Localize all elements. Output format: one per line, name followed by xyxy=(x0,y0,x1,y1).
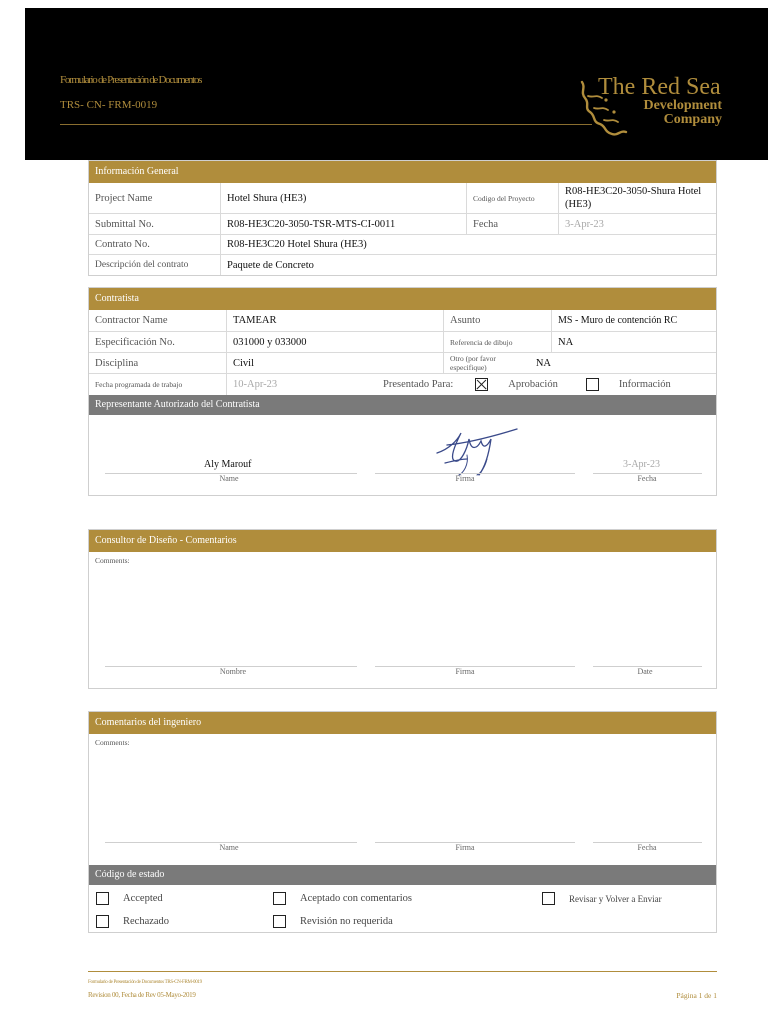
project-name-row xyxy=(89,183,716,213)
accepted-comments-checkbox[interactable] xyxy=(273,892,286,905)
consultant-name-caption: Nombre xyxy=(219,667,247,676)
description-row xyxy=(89,254,716,275)
header-divider xyxy=(60,124,592,125)
spec-row xyxy=(89,331,716,352)
fecha-label: Fecha xyxy=(466,214,558,234)
status-accepted-with-comments[interactable] xyxy=(273,892,412,905)
accepted-label: Accepted xyxy=(123,893,163,904)
rep-name: Aly Marouf xyxy=(204,459,252,470)
asunto-label: Asunto xyxy=(443,310,551,331)
engineer-name-caption: Name xyxy=(219,843,239,852)
discipline-label: Disciplina xyxy=(95,357,139,369)
no-review-label: Revisión no requerida xyxy=(300,916,393,927)
approval-checkbox[interactable] xyxy=(475,378,488,391)
engineer-sign-line xyxy=(375,842,575,843)
engineer-comments-section xyxy=(88,711,717,933)
project-code-label: Codigo del Proyecto xyxy=(466,183,558,213)
engineer-date-caption: Fecha xyxy=(637,843,657,852)
discipline-value: Civil xyxy=(226,353,443,373)
company-logo xyxy=(576,72,726,138)
authorized-rep-signature-area xyxy=(89,415,716,495)
consultant-sign-line xyxy=(375,666,575,667)
general-info-section xyxy=(88,160,717,276)
drawing-ref-label: Referencia de dibujo xyxy=(443,332,551,352)
revise-checkbox[interactable] xyxy=(542,892,555,905)
other-label xyxy=(443,353,551,373)
consultant-date-caption: Date xyxy=(637,667,653,676)
rep-sign-caption: Firma xyxy=(455,474,475,483)
contractor-section xyxy=(88,287,717,496)
contractor-title: Contratista xyxy=(89,288,716,310)
status-revise-resubmit[interactable] xyxy=(542,892,662,905)
document-code: TRS- CN- FRM-0019 xyxy=(60,99,158,111)
status-accepted[interactable] xyxy=(96,892,163,905)
contract-row xyxy=(89,234,716,254)
rejected-label: Rechazado xyxy=(123,916,170,927)
contractor-name-label: Contractor Name xyxy=(95,315,168,326)
information-checkbox[interactable] xyxy=(586,378,599,391)
project-name-label: Project Name xyxy=(95,192,153,204)
fecha-value: 3-Apr-23 xyxy=(558,214,718,234)
contract-value: R08-HE3C20 Hotel Shura (HE3) xyxy=(220,235,718,254)
no-review-checkbox[interactable] xyxy=(273,915,286,928)
drawing-ref-value: NA xyxy=(551,332,718,352)
spec-label: Especificación No. xyxy=(95,336,175,348)
accepted-checkbox[interactable] xyxy=(96,892,109,905)
asunto-value: MS - Muro de contención RC xyxy=(551,310,718,331)
footer-revision: Revision 00, Fecha de Rev 05-Mayo-2019 xyxy=(88,991,196,999)
submittal-row xyxy=(89,213,716,234)
logo-text-line3: Company xyxy=(663,112,722,127)
scheduled-label: Fecha programada de trabajo xyxy=(95,380,183,389)
engineer-comments-title: Comentarios del ingeniero xyxy=(89,712,716,734)
logo-text-line2: Development xyxy=(643,98,722,113)
project-code-value: R08-HE3C20-3050-Shura Hotel (HE3) xyxy=(558,183,718,213)
presented-label: Presentado Para: xyxy=(383,379,454,390)
project-name-value: Hotel Shura (HE3) xyxy=(220,183,553,213)
accepted-comments-label: Aceptado con comentarios xyxy=(300,893,412,904)
submittal-label: Submittal No. xyxy=(95,218,154,230)
description-value: Paquete de Concreto xyxy=(220,255,718,275)
design-consultant-comments-label: Comments: xyxy=(95,556,130,565)
discipline-row xyxy=(89,352,716,373)
document-title: Formulario de Presentación de Documentos xyxy=(60,74,202,86)
revise-label: Revisar y Volver a Enviar xyxy=(569,893,662,904)
authorized-rep-title: Representante Autorizado del Contratista xyxy=(89,395,716,415)
status-no-review[interactable] xyxy=(273,915,393,928)
description-label: Descripción del contrato xyxy=(95,260,189,270)
logo-text-line1: The Red Sea xyxy=(598,74,721,100)
rep-date: 3-Apr-23 xyxy=(623,459,661,470)
other-value: NA xyxy=(535,357,551,369)
engineer-comments-body xyxy=(89,734,716,865)
other-label-text: Otro (por favor especifique) xyxy=(450,354,496,372)
rep-date-caption: Fecha xyxy=(637,474,657,483)
design-consultant-title: Consultor de Diseño - Comentarios xyxy=(89,530,716,552)
scheduled-value: 10-Apr-23 xyxy=(226,374,377,395)
footer-form-reference: Formulario de Presentación de Documentos TRS-CN-FRM-0019 xyxy=(88,980,202,985)
presented-for xyxy=(377,374,718,395)
contractor-name-value: TAMEAR xyxy=(226,310,443,331)
general-info-title: Información General xyxy=(89,161,716,183)
contract-label: Contrato No. xyxy=(95,239,150,250)
status-rejected[interactable] xyxy=(96,915,169,928)
submittal-value: R08-HE3C20-3050-TSR-MTS-CI-0011 xyxy=(220,214,466,234)
design-consultant-body xyxy=(89,552,716,688)
status-code-title: Código de estado xyxy=(89,865,716,885)
rep-name-caption: Name xyxy=(219,474,239,483)
schedule-row xyxy=(89,373,716,395)
information-option-label: Información xyxy=(618,379,671,390)
spec-value: 031000 y 033000 xyxy=(226,332,443,352)
contractor-name-row xyxy=(89,310,716,331)
consultant-sign-caption: Firma xyxy=(455,667,475,676)
approval-option-label: Aprobación xyxy=(508,379,558,390)
engineer-sign-caption: Firma xyxy=(455,843,475,852)
rejected-checkbox[interactable] xyxy=(96,915,109,928)
footer-page-number: Página 1 de 1 xyxy=(676,991,717,1000)
status-code-options xyxy=(89,885,716,932)
footer-divider xyxy=(88,971,717,972)
design-consultant-section xyxy=(88,529,717,689)
contractor-signature-image xyxy=(427,419,527,479)
rep-sign-line xyxy=(375,473,575,474)
engineer-comments-label: Comments: xyxy=(95,738,130,747)
